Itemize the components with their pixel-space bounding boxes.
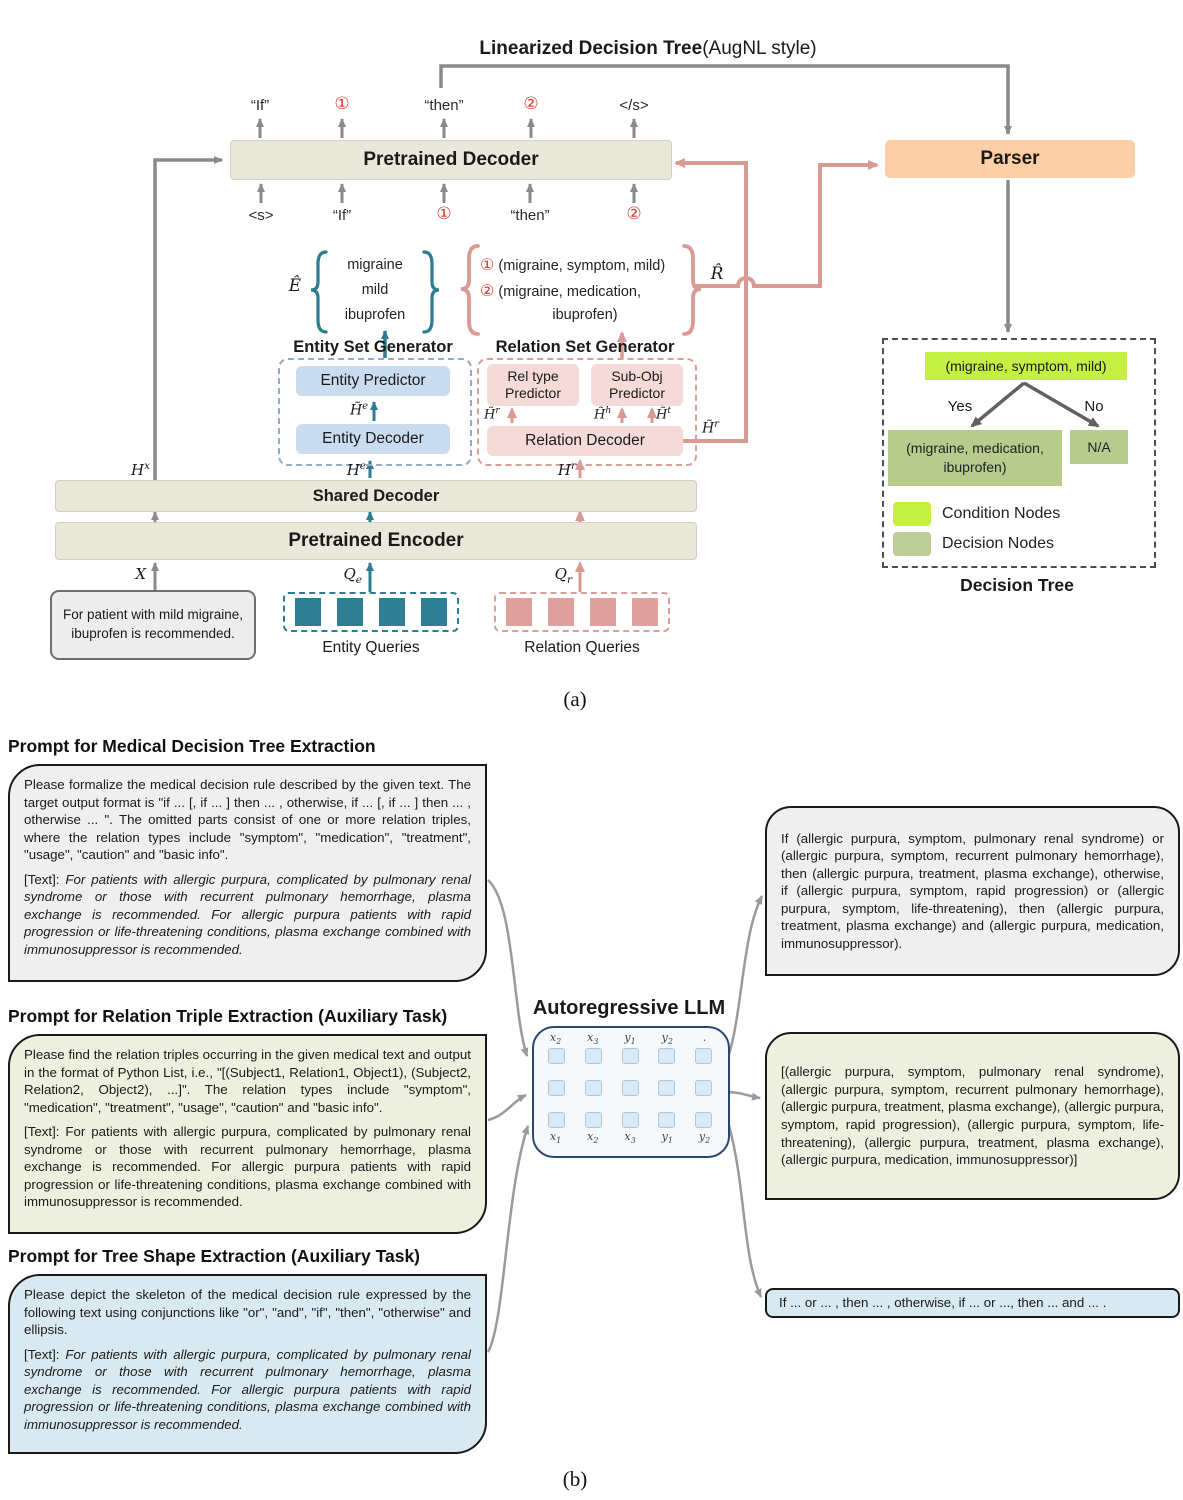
- llm-label: .: [702, 1031, 707, 1044]
- entity-query-square: [337, 598, 363, 626]
- output-token-marker: ②: [523, 94, 539, 113]
- output1-text: If (allergic purpura, symptom, pulmonary renal syndrome) or (allergic purpura, symptom, recurrent pulmonary hemorrhage), then (allergic purpura, treatment, plasma exchange), otherwise, if (allergic purpura, symptom, rapid progression) or (allergic purpura, symptom, life-threatening), then (allergic purpura, treatment, plasma exchange) and (allergic purpura, medication, immunosuppressor).: [781, 830, 1164, 951]
- entity-set-item: migraine: [347, 257, 403, 273]
- condition-legend-swatch: [893, 502, 931, 526]
- output2-box: [765, 1032, 1180, 1200]
- rel-type-predictor-box: Rel type Predictor: [487, 364, 579, 406]
- llm-cell: [622, 1080, 639, 1096]
- entity-set-item: ibuprofen: [344, 307, 406, 323]
- llm-cell: [695, 1048, 712, 1064]
- sub-obj-predictor-box: Sub-Obj Predictor: [591, 364, 683, 406]
- prompt2-title: Prompt for Relation Triple Extraction (Auxiliary Task): [8, 1006, 448, 1026]
- prompt3-box: [8, 1274, 487, 1454]
- prompt1-box: [8, 764, 487, 982]
- h-r-tilde-out-label: H̃$^r$: [702, 419, 719, 437]
- x-label: X: [135, 565, 146, 583]
- h-h-tilde-label: H̃$^h$: [594, 406, 612, 423]
- llm-cell: [585, 1080, 602, 1096]
- llm-title: Autoregressive LLM: [532, 996, 726, 1019]
- prompt1-title: Prompt for Medical Decision Tree Extraction: [8, 736, 376, 756]
- output-token-marker: ①: [334, 94, 350, 113]
- decision-node: (migraine, medication, ibuprofen): [888, 430, 1062, 486]
- relation-set-symbol: R̂: [710, 264, 724, 284]
- output-token: “If”: [250, 96, 270, 114]
- llm-bottom-labels: [548, 1130, 712, 1145]
- h-e-tilde-label: H̃$^e$: [349, 401, 368, 419]
- pretrained-decoder-box: Pretrained Decoder: [230, 140, 672, 180]
- linearized-tree-title-bold: Linearized Decision Tree: [479, 38, 703, 59]
- llm-cell: [585, 1112, 602, 1128]
- input-text-bubble: For patient with mild migraine, ibuprofen is recommended.: [50, 590, 256, 660]
- linearized-tree-title: [438, 38, 858, 60]
- llm-cell: [658, 1112, 675, 1128]
- entity-query-square: [295, 598, 321, 626]
- output3-box: [765, 1288, 1180, 1318]
- llm-label: $y_1$: [624, 1031, 636, 1047]
- relation-query-square: [548, 598, 574, 626]
- llm-cell: [622, 1112, 639, 1128]
- h-t-tilde-label: H̃$^t$: [656, 406, 671, 423]
- llm-row-top: [548, 1048, 712, 1064]
- caption-a: (a): [563, 686, 587, 711]
- input-token-marker: ②: [626, 204, 642, 223]
- decision-legend-label: Decision Nodes: [942, 535, 1055, 552]
- llm-cell: [585, 1048, 602, 1064]
- shared-decoder-box: Shared Decoder: [55, 480, 697, 512]
- entity-set-generator-label: Entity Set Generator: [293, 337, 453, 356]
- h-r-tilde-label: H̃$^r$: [484, 406, 500, 423]
- relation-decoder-box: Relation Decoder: [487, 426, 683, 456]
- llm-cell: [548, 1080, 565, 1096]
- relation-triple-1: (migraine, symptom, mild): [498, 258, 666, 274]
- llm-label: $x_2$: [587, 1130, 599, 1146]
- output1-box: [765, 806, 1180, 976]
- entity-query-square: [421, 598, 447, 626]
- input-token: “then”: [510, 206, 550, 224]
- input-token: “If”: [332, 206, 352, 224]
- input-token: <s>: [248, 206, 274, 224]
- relation-marker-1: ①: [480, 257, 495, 274]
- relation-query-square: [632, 598, 658, 626]
- pretrained-encoder-box: Pretrained Encoder: [55, 522, 697, 560]
- prompt1-instructions: Please formalize the medical decision rule described by the given text. The target output format is "if ... [, if ... ] then ... , otherwise, if ... [, if ... ] then ... , otherwise ... ". The omitted parts consist of one or more relation triples, where the relation types include "symptom", "medication", "treatment", "usage", "caution" and "basic info".: [24, 777, 471, 863]
- input-token-marker: ①: [436, 204, 452, 223]
- entity-query-square: [379, 598, 405, 626]
- relation-query-square: [590, 598, 616, 626]
- q-r-label: $Q_r$: [554, 565, 572, 586]
- llm-label: $y_1$: [661, 1130, 673, 1146]
- caption-b: (b): [562, 1466, 588, 1491]
- prompt1-text: [Text]: For patients with allergic purpura, complicated by pulmonary renal syndrome or those with recurrent pulmonary hemorrhage, plasma exchange is recommended. For allergic purpura patients with rapid progression or life-threatening conditions, plasma exchange combined with immunosuppressor is recommended.: [24, 871, 471, 957]
- no-branch-label: No: [1084, 397, 1104, 415]
- h-r-label: $H^r$: [557, 460, 576, 479]
- output3-text: If ... or ... , then ... , otherwise, if ... or ..., then ... and ... .: [779, 1295, 1107, 1311]
- relation-queries-box: [494, 592, 670, 632]
- na-node: N/A: [1070, 430, 1128, 464]
- decision-legend-swatch: [893, 532, 931, 556]
- llm-cell: [622, 1048, 639, 1064]
- prompt2-instructions: Please find the relation triples occurring in the given medical text and output in the format of Python List, i.e., "[(Subject1, Relation1, Object1), (Subject2, Relation2, Object2), ...]". The relation types include "symptom", "medication", "treatment", "usage", "caution" and "basic info".: [24, 1047, 471, 1115]
- entity-set-symbol: Ê: [288, 276, 302, 296]
- decision-tree-title: Decision Tree: [960, 574, 1074, 595]
- relation-set-item-3: ibuprofen): [552, 307, 618, 323]
- llm-cell: [548, 1112, 565, 1128]
- prompt2-text: [Text]: For patients with allergic purpura, complicated by pulmonary renal syndrome or those with recurrent pulmonary hemorrhage, plasma exchange is recommended. For allergic purpura patients with rapid progression or life-threatening conditions, plasma exchange combined with immunosuppressor is recommended.: [24, 1124, 471, 1210]
- output2-text: [(allergic purpura, symptom, pulmonary renal syndrome), (allergic purpura, symptom, recurrent pulmonary hemorrhage), (allergic purpura, treatment, plasma exchange), (allergic purpura, symptom, rapid progression), (allergic purpura, symptom, life-threatening), (allergic purpura, treatment, plasma exchange), (allergic purpura, medication, immunosuppressor)]: [781, 1064, 1164, 1168]
- prompt2-box: [8, 1034, 487, 1234]
- llm-label: $y_2$: [698, 1130, 711, 1146]
- relation-set-item-1: [480, 255, 690, 273]
- relation-set-item-2: [480, 281, 690, 299]
- relation-marker-2: ②: [480, 283, 495, 300]
- h-x-label: $H^x$: [130, 460, 150, 479]
- llm-cell: [548, 1048, 565, 1064]
- output-token: “then”: [424, 96, 464, 114]
- llm-top-labels: [548, 1031, 712, 1046]
- llm-label: $y_2$: [661, 1031, 673, 1047]
- prompt3-text: [Text]: For patients with allergic purpura, complicated by pulmonary renal syndrome or those with recurrent pulmonary hemorrhage, plasma exchange is recommended. For allergic purpura patients with rapid progression or life-threatening conditions, plasma exchange combined with immunosuppressor is recommended.: [24, 1346, 471, 1432]
- entity-predictor-box: Entity Predictor: [296, 366, 450, 396]
- llm-label: $x_2$: [549, 1031, 562, 1047]
- llm-cell: [695, 1080, 712, 1096]
- llm-cell: [658, 1048, 675, 1064]
- llm-cell: [658, 1080, 675, 1096]
- prompt3-title: Prompt for Tree Shape Extraction (Auxiliary Task): [8, 1246, 421, 1266]
- q-e-label: $Q_e$: [343, 565, 362, 586]
- llm-row-middle: [548, 1080, 712, 1096]
- prompt3-instructions: Please depict the skeleton of the medical decision rule expressed by the following text using conjunctions like "or", "and", "if", "then", "otherwise" and ellipsis.: [24, 1287, 471, 1338]
- entity-decoder-box: Entity Decoder: [296, 424, 450, 454]
- llm-label: $x_3$: [587, 1031, 599, 1047]
- parser-box: Parser: [885, 140, 1135, 178]
- condition-legend-label: Condition Nodes: [942, 505, 1061, 522]
- llm-label: $x_1$: [549, 1130, 562, 1146]
- condition-node: (migraine, symptom, mild): [925, 352, 1127, 380]
- relation-queries-label: Relation Queries: [524, 639, 640, 656]
- llm-label: $x_3$: [624, 1130, 636, 1146]
- relation-triple-2: (migraine, medication,: [498, 284, 642, 300]
- entity-queries-box: [283, 592, 459, 632]
- output-token: </s>: [619, 96, 649, 114]
- llm-cell: [695, 1112, 712, 1128]
- yes-branch-label: Yes: [947, 397, 973, 415]
- relation-set-generator-label: Relation Set Generator: [495, 337, 675, 356]
- llm-row-bottom: [548, 1112, 712, 1128]
- entity-queries-label: Entity Queries: [322, 639, 420, 656]
- relation-query-square: [506, 598, 532, 626]
- linearized-tree-title-rest: (AugNL style): [702, 38, 817, 59]
- entity-set-item: mild: [361, 282, 389, 298]
- h-e-label: $H^e$: [346, 460, 366, 479]
